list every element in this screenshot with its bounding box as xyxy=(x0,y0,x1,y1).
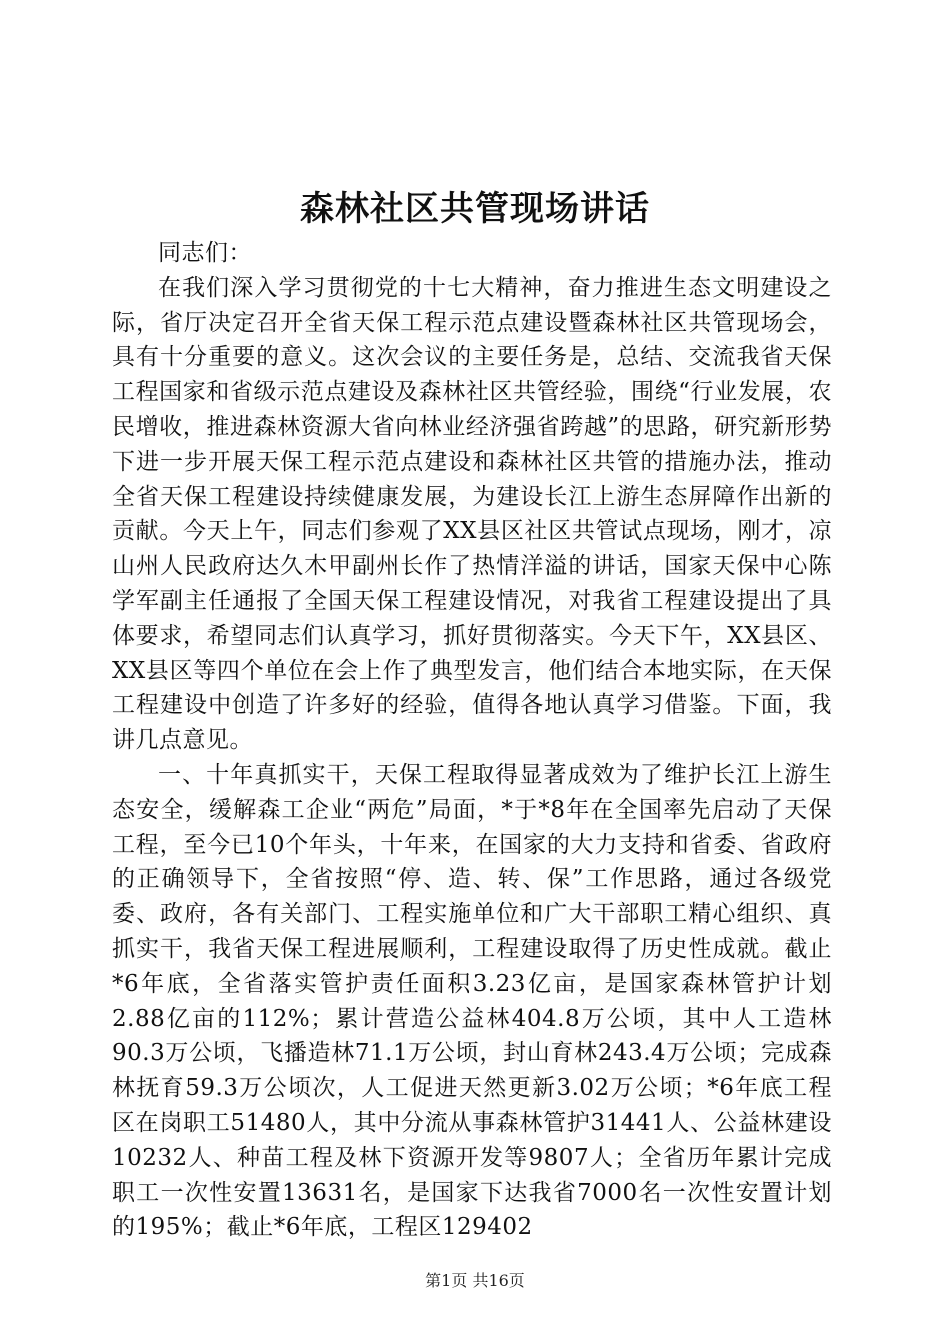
page-footer: 第1页 共16页 xyxy=(425,1271,525,1290)
document-title: 森林社区共管现场讲话 xyxy=(300,189,650,229)
salutation: 同志们： xyxy=(158,240,252,266)
document-body xyxy=(112,236,832,1245)
paragraph-intro: 在我们深入学习贯彻党的十七大精神，奋力推进生态文明建设之际，省厅决定召开全省天保工程示范点建设暨森林社区共管现场会，具有十分重要的意义。这次会议的主要任务是，总结、交流我省天保工程国家和省级示范点建设及森林社区共管经验，围绕“行业发展，农民增收，推进森林资源大省向林业经济强省跨越”的思路，研究新形势下进一步开展天保工程示范点建设和森林社区共管的措施办法，推动全省天保工程建设持续健康发展，为建设长江上游生态屏障作出新的贡献。今天上午，同志们参观了XX县区社区共管试点现场，刚才，凉山州人民政府达久木甲副州长作了热情洋溢的讲话，国家天保中心陈学军副主任通报了全国天保工程建设情况，对我省工程建设提出了具体要求，希望同志们认真学习，抓好贯彻落实。今天下午，XX县区、XX县区等四个单位在会上作了典型发言，他们结合本地实际，在天保工程建设中创造了许多好的经验，值得各地认真学习借鉴。下面，我讲几点意见。 xyxy=(112,274,832,754)
paragraph-section-1: 一、十年真抓实干，天保工程取得显著成效为了维护长江上游生态安全，缓解森工企业“两危”局面，*于*8年在全国率先启动了天保工程，至今已10个年头，十年来，在国家的大力支持和省委、省政府的正确领导下，全省按照“停、造、转、保”工作思路，通过各级党委、政府，各有关部门、工程实施单位和广大干部职工精心组织、真抓实干，我省天保工程进展顺利，工程建设取得了历史性成就。截止*6年底，全省落实管护责任面积3.23亿亩，是国家森林管护计划2.88亿亩的112%；累计营造公益林404.8万公顷，其中人工造林90.3万公顷，飞播造林71.1万公顷，封山育林243.4万公顷；完成森林抚育59.3万公顷次，人工促进天然更新3.02万公顷；*6年底工程区在岗职工51480人，其中分流从事森林管护31441人、公益林建设10232人、种苗工程及林下资源开发等9807人；全省历年累计完成职工一次性安置13631名，是国家下达我省7000名一次性安置计划的195%；截止*6年底，工程区129402 xyxy=(112,761,832,1241)
